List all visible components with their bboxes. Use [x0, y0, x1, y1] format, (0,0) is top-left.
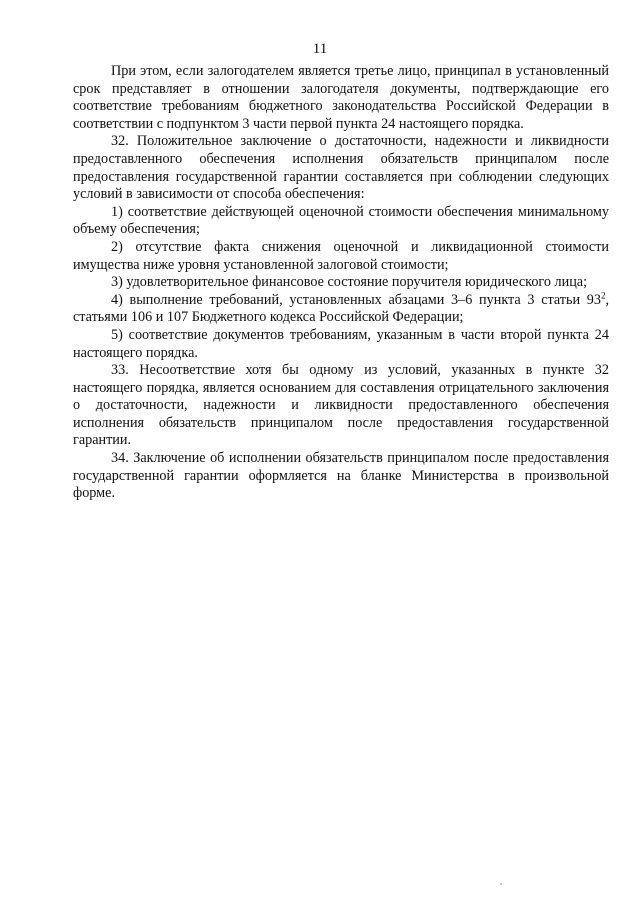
paragraph-33: 33. Несоответствие хотя бы одному из условий, указанных в пункте 32 настоящего порядка, является основанием для составления отрицательного заключения о достаточности, надежности и ликвидности предоставленного обеспечения исполнения обязательств принципалом после предоставления государственной гарантии. — [73, 362, 609, 449]
list-item-3: 3) удовлетворительное финансовое состояние поручителя юридического лица; — [111, 274, 588, 291]
document-body — [73, 63, 609, 503]
list-item-4-superscript: 2 — [600, 289, 606, 300]
list-item-2: 2) отсутствие факта снижения оценочной и ликвидационной стоимости имущества ниже уровня установленной залоговой стоимости; — [73, 238, 609, 273]
paragraph-32: 32. Положительное заключение о достаточности, надежности и ликвидности предоставленного обеспечения исполнения обязательств принципалом после предоставления государственной гарантии составляется при соблюдении следующих условий в зависимости от способа обеспечения: — [73, 133, 609, 203]
list-item-4-text-start: 4) выполнение требований, установленных абзацами 3–6 пункта 3 статьи 93 — [111, 291, 601, 308]
list-item-4-text-end: , статьями 106 и 107 Бюджетного кодекса Российской Федерации; — [73, 291, 609, 326]
list-item-4 — [73, 289, 609, 327]
paragraph-34: 34. Заключение об исполнении обязательств принципалом после предоставления государственной гарантии оформляется на бланке Министерства в произвольной форме. — [73, 450, 609, 502]
list-item-1: 1) соответствие действующей оценочной стоимости обеспечения минимальному объему обеспечения; — [73, 203, 609, 238]
scan-artifact-dot — [500, 883, 502, 885]
page-number: 11 — [312, 41, 328, 57]
paragraph-third-party-pledgor: При этом, если залогодателем является третье лицо, принципал в установленный срок представляет в отношении залогодателя документы, подтверждающие его соответствие требованиям бюджетного законодательства Российской Федерации в соответствии с подпунктом 3 части первой пункта 24 настоящего порядка. — [73, 63, 609, 132]
list-item-5: 5) соответствие документов требованиям, указанным в части второй пункта 24 настоящего порядка. — [73, 326, 609, 361]
